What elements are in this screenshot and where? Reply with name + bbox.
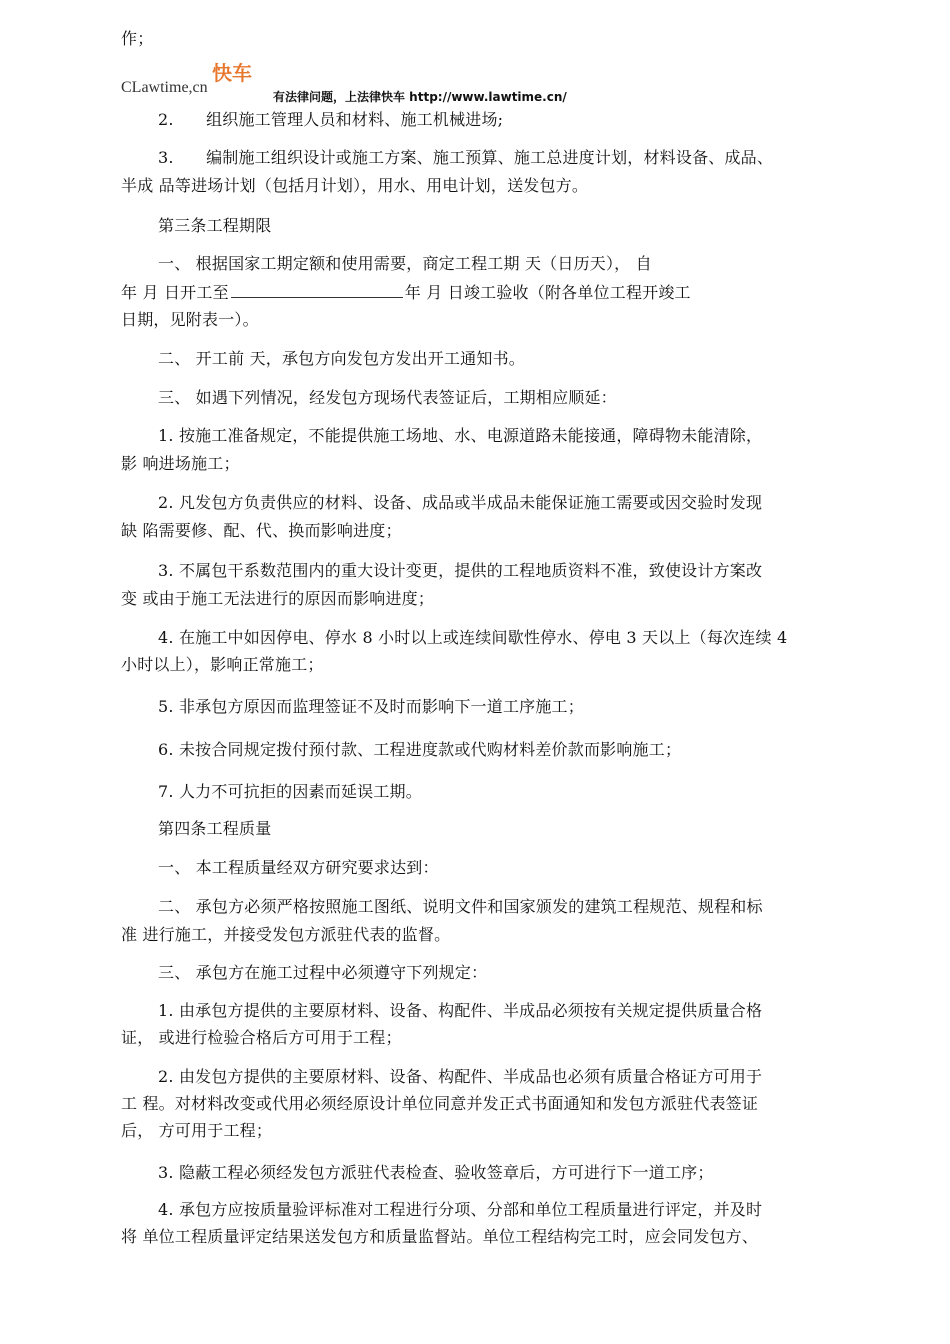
site-logo-text[interactable]: CLawtime,cn (121, 79, 208, 96)
text-line: 3. 不属包干系数范围内的重大设计变更，提供的工程地质资料不准，致使设计方案改 (158, 561, 763, 580)
section-heading: 第四条工程质量 (158, 819, 272, 838)
text-line: 7. 人力不可抗拒的因素而延误工期。 (158, 782, 422, 801)
text-line: 准 进行施工，并接受发包方派驻代表的监督。 (121, 925, 451, 944)
text-line: 二、 承包方必须严格按照施工图纸、说明文件和国家颁发的建筑工程规范、规程和标 (158, 897, 763, 916)
text-line: 3. 隐蔽工程必须经发包方派驻代表检查、验收签章后，方可进行下一道工序； (158, 1163, 714, 1182)
blank-underline (231, 283, 403, 298)
text-line: 2. 由发包方提供的主要原材料、设备、构配件、半成品也必须有质量合格证方可用于 (158, 1067, 763, 1086)
text-fragment: 年 月 日竣工验收（附各单位工程开竣工 (404, 283, 691, 302)
site-logo-brand[interactable]: 快车 (212, 61, 252, 85)
text-line: 工 程。对材料改变或代用必须经原设计单位同意并发正式书面通知和发包方派驻代表签证 (121, 1094, 759, 1113)
text-line: 证， 或进行检验合格后方可用于工程； (121, 1028, 402, 1047)
text-line: 二、 开工前 天，承包方向发包方发出开工通知书。 (158, 349, 525, 368)
text-fragment: 年 月 日开工至 (121, 283, 229, 302)
text-line: 4. 在施工中如因停电、停水 8 小时以上或连续间歇性停水、停电 3 天以上（每次连续 4 (158, 628, 788, 647)
text-line: 1. 由承包方提供的主要原材料、设备、构配件、半成品必须按有关规定提供质量合格 (158, 1001, 763, 1020)
text-line: 影 响进场施工； (121, 454, 240, 473)
text-line: 一、 根据国家工期定额和使用需要，商定工程工期 天（日历天）， 自 (158, 254, 652, 273)
text-line: 日期，见附表一）。 (121, 310, 259, 329)
section-heading: 第三条工程期限 (158, 216, 272, 235)
text-line (121, 283, 691, 303)
text-line: 3. 编制施工组织设计或施工方案、施工预算、施工总进度计划，材料设备、成品、 (158, 148, 774, 167)
text-line: 2. 凡发包方负责供应的材料、设备、成品或半成品未能保证施工需要或因交验时发现 (158, 493, 763, 512)
text-line: 4. 承包方应按质量验评标准对工程进行分项、分部和单位工程质量进行评定，并及时 (158, 1200, 763, 1219)
text-line: 半成 品等进场计划（包括月计划），用水、用电计划，送发包方。 (121, 176, 589, 195)
text-line: 缺 陷需要修、配、代、换而影响进度； (121, 521, 402, 540)
text-line: 6. 未按合同规定拨付预付款、工程进度款或代购材料差价款而影响施工； (158, 740, 682, 759)
text-line: 三、 如遇下列情况，经发包方现场代表签证后，工期相应顺延： (158, 388, 617, 407)
text-line: 作； (121, 29, 154, 48)
text-line: 5. 非承包方原因而监理签证不及时而影响下一道工序施工； (158, 697, 584, 716)
text-line: 三、 承包方在施工过程中必须遵守下列规定： (158, 963, 488, 982)
text-line: 1. 按施工准备规定，不能提供施工场地、水、电源道路未能接通，障碍物未能清除， (158, 426, 763, 445)
text-line: 2. 组织施工管理人员和材料、施工机械进场; (158, 110, 504, 129)
text-line: 将 单位工程质量评定结果送发包方和质量监督站。单位工程结构完工时，应会同发包方、 (121, 1227, 759, 1246)
text-line: 后， 方可用于工程； (121, 1121, 273, 1140)
text-line: 变 或由于施工无法进行的原因而影响进度； (121, 589, 435, 608)
text-line: 小时以上），影响正常施工； (121, 655, 324, 674)
text-line: 一、 本工程质量经双方研究要求达到： (158, 858, 439, 877)
header-tagline: 有法律问题，上法律快车 http://www.lawtime.cn/ (273, 90, 567, 104)
